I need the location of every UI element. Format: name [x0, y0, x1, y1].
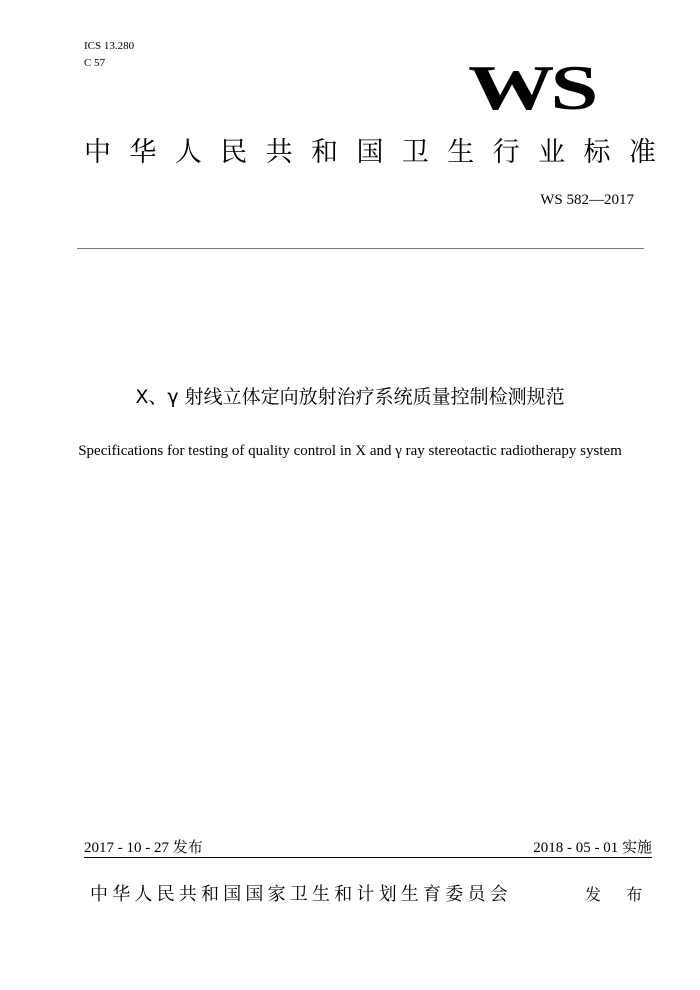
standard-type-char: 华	[129, 137, 157, 168]
standard-type-char: 业	[538, 137, 566, 168]
ccs-code: C 57	[84, 57, 106, 69]
standard-type-char: 生	[447, 137, 475, 168]
issuing-authority: 中华人民共和国国家卫生和计划生育委员会	[90, 884, 512, 905]
dates-row	[84, 838, 652, 858]
standard-type-char: 行	[492, 137, 520, 168]
standard-type-char: 民	[220, 137, 248, 168]
implementation-date: 2018 - 05 - 01 实施	[533, 840, 652, 856]
standard-type-char: 人	[174, 137, 202, 168]
standard-type-char: 中	[84, 137, 111, 168]
standard-type-char: 国	[356, 137, 384, 168]
title-english: Specifications for testing of quality control in X and γ ray stereotactic radiotherapy system	[78, 443, 622, 459]
classification-block	[84, 38, 134, 72]
standard-type-heading	[84, 136, 656, 170]
standard-type-char: 标	[583, 137, 611, 168]
standard-type-char: 和	[311, 137, 339, 168]
ics-code: ICS 13.280	[84, 40, 135, 52]
footer-divider	[84, 857, 652, 858]
header-divider	[77, 248, 644, 249]
standard-type-char: 准	[628, 137, 656, 168]
standard-type-char: 共	[265, 137, 293, 168]
standard-type-char: 卫	[401, 137, 429, 168]
title-chinese: X、γ 射线立体定向放射治疗系统质量控制检测规范	[135, 386, 565, 408]
issuing-verb: 发 布	[585, 885, 653, 904]
issue-date: 2017 - 10 - 27 发布	[84, 840, 203, 856]
ws-logo: WS	[468, 52, 595, 123]
standard-number: WS 582—2017	[540, 192, 634, 208]
